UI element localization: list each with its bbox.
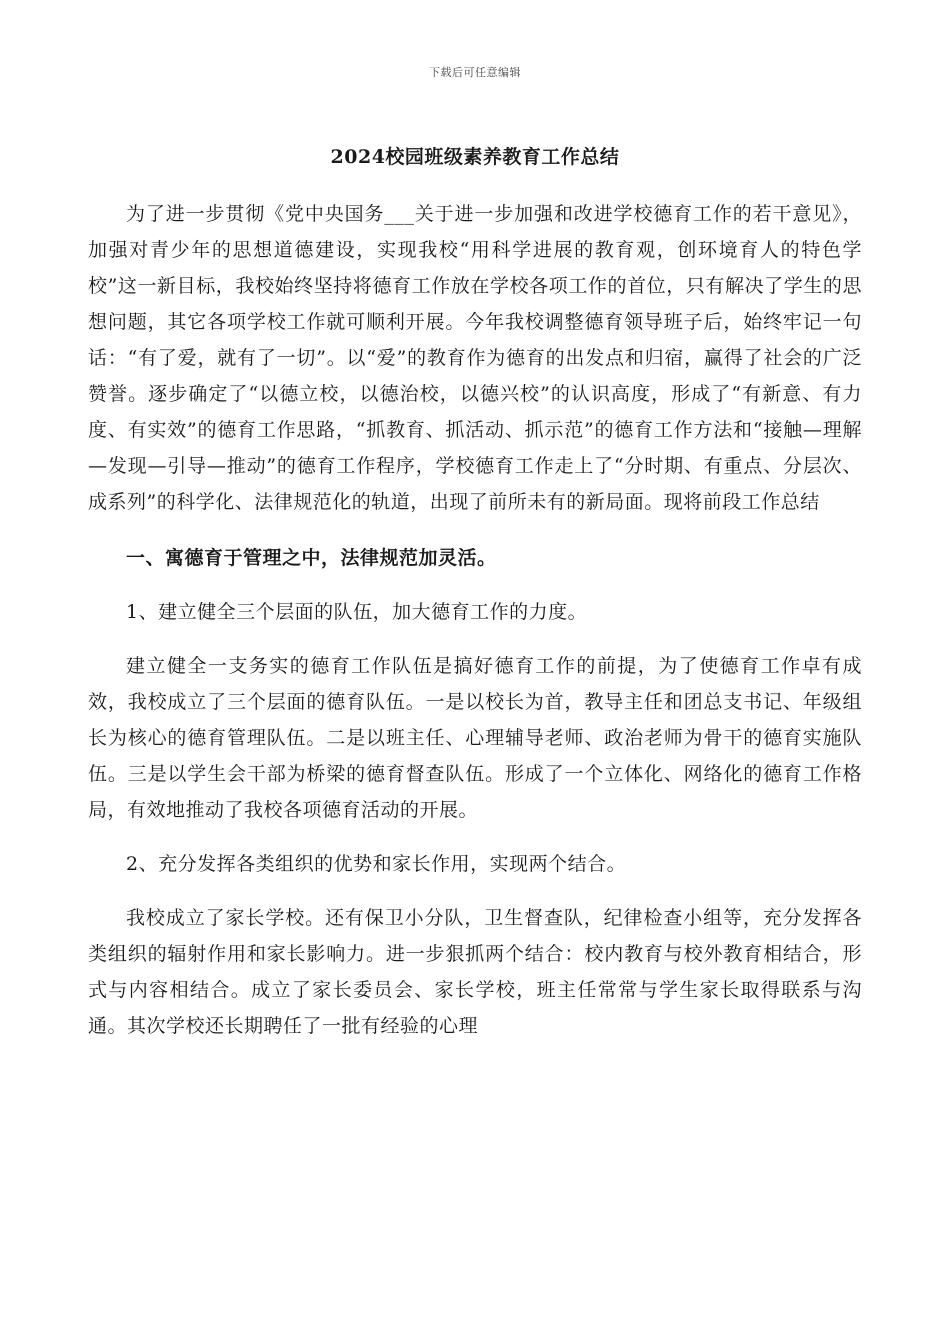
subsection-heading-2: 2、充分发挥各类组织的优势和家长作用，实现两个结合。 — [126, 853, 627, 875]
subsection-body-1: 建立健全一支务实的德育工作队伍是搞好德育工作的前提，为了使德育工作卓有成效，我校成立了三个层面的德育队伍。一是以校长为首，教导主任和团总支书记、年级组长为核心的德育管理队伍。二是以班主任、心理辅导老师、政治老师为骨干的德育实施队伍。三是以学生会干部为桥梁的德育督查队伍。形成了一个立体化、网络化的德育工作格局，有效地推动了我校各项德育活动的开展。 — [88, 655, 862, 821]
subsection-body-2: 我校成立了家长学校。还有保卫小分队，卫生督查队，纪律检查小组等，充分发挥各类组织的辐射作用和家长影响力。进一步狠抓两个结合：校内教育与校外教育相结合，形式与内容相结合。成立了家长委员会、家长学校，班主任常常与学生家长取得联系与沟通。其次学校还长期聘任了一批有经验的心理 — [88, 907, 862, 1037]
header-note: 下载后可任意编辑 — [429, 66, 521, 79]
subsection-heading-1: 1、建立健全三个层面的队伍，加大德育工作的力度。 — [126, 601, 588, 623]
section-heading-1: 一、寓德育于管理之中，法律规范加灵活。 — [126, 547, 497, 569]
document-body — [88, 196, 862, 1044]
intro-paragraph: 为了进一步贯彻《党中央国务___关于进一步加强和改进学校德育工作的若干意见》，加强对青少年的思想道德建设，实现我校“用科学进展的教育观，创环境育人的特色学校”这一新目标，我校始终坚持将德育工作放在学校各项工作的首位，只有解决了学生的思想问题，其它各项学校工作就可顺利开展。今年我校调整德育领导班子后，始终牢记一句话：“有了爱，就有了一切”。以“爱”的教育作为德育的出发点和归宿，赢得了社会的广泛赞誉。逐步确定了“以德立校，以德治校，以德兴校”的认识高度，形成了“有新意、有力度、有实效”的德育工作思路，“抓教育、抓活动、抓示范”的德育工作方法和“接触—理解—发现—引导—推动”的德育工作程序，学校德育工作走上了“分时期、有重点、分层次、成系列”的科学化、法律规范化的轨道，出现了前所未有的新局面。现将前段工作总结 — [88, 203, 862, 513]
document-title: 2024校园班级素养教育工作总结 — [330, 146, 620, 168]
